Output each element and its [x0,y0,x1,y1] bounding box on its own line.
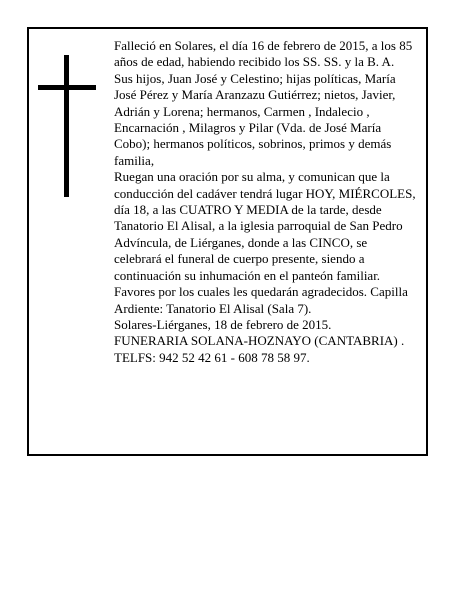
death-announcement: Falleció en Solares, el día 16 de febrero de 2015, a los 85 años de edad, habiendo recibido los SS. SS. y la B. A. [114,38,413,70]
family-list: Sus hijos, Juan José y Celestino; hijas políticas, María José Pérez y María Aranzazu Gutiérrez; nietos, Javier, Adrián y Lorena; hermanos, Carmen , Indalecio , Encarnación , Milagros y Pilar (Vda. de José María Cobo); hermanos políticos, sobrinos, primos y demás familia, [114,70,396,168]
obituary-text [114,38,416,366]
place-date: Solares-Liérganes, 18 de febrero de 2015. [114,316,332,332]
cross-vertical-bar [64,55,69,197]
funeral-details: Ruegan una oración por su alma, y comunican que la conducción del cadáver tendrá lugar HOY, MIÉRCOLES, día 18, a las CUATRO Y MEDIA de la tarde, desde Tanatorio El Alisal, a la iglesia parroquial de San Pedro Advíncula, de Liérganes, donde a las CINCO, se celebrará el funeral de cuerpo presente, siendo a continuación su inhumación en el panteón familiar. Favores por los cuales les quedarán agradecidos. Capilla Ardiente: Tanatorio El Alisal (Sala 7). [114,169,416,316]
cross-horizontal-bar [38,85,96,90]
funeral-home-contact: FUNERARIA SOLANA-HOZNAYO (CANTABRIA) . TELFS: 942 52 42 61 - 608 78 58 97. [114,333,405,365]
